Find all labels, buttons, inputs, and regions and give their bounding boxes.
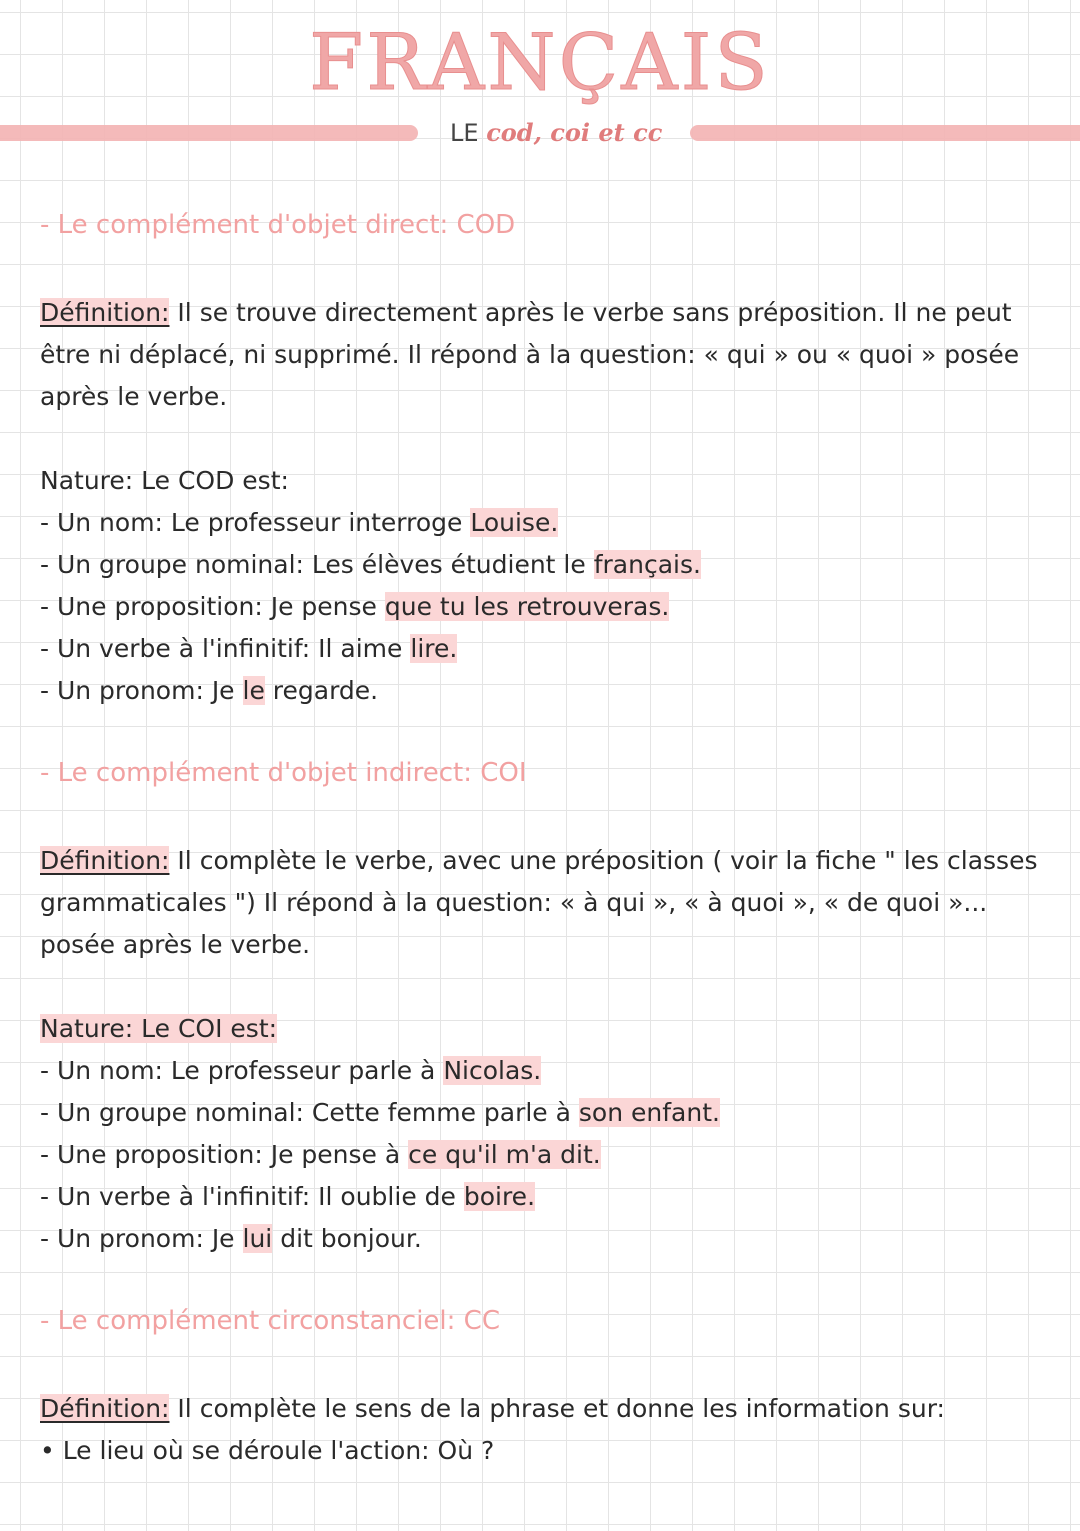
- list-item: - Un nom: Le professeur parle à Nicolas.: [40, 1056, 542, 1085]
- section-title-cod: - Le complément d'objet direct: COD: [40, 210, 516, 240]
- nature-label: Nature: Le COD est:: [40, 466, 289, 495]
- header-bar-right: [690, 125, 1080, 141]
- nature-label: Nature: Le COI est:: [40, 1014, 278, 1043]
- nature-coi: [40, 1008, 1040, 1050]
- page-title: FRANÇAIS: [309, 18, 771, 108]
- subtitle-prefix: LE: [450, 119, 479, 147]
- section-title-coi: - Le complément d'objet indirect: COI: [40, 758, 527, 788]
- definition-label: Définition:: [40, 1394, 170, 1423]
- definition-text: Il complète le verbe, avec une préposition ( voir la fiche " les classes grammaticales ") Il répond à la question: « à qui », « à quoi », « de quoi »... posée après le verbe.: [40, 846, 1038, 959]
- list-item: - Un verbe à l'infinitif: Il oublie de boire.: [40, 1182, 536, 1211]
- definition-label: Définition:: [40, 298, 170, 327]
- subtitle-main: cod, coi et cc: [486, 118, 663, 147]
- list-item: - Un pronom: Je lui dit bonjour.: [40, 1224, 422, 1253]
- definition-cod: [40, 292, 1040, 418]
- list-item: - Un groupe nominal: Les élèves étudient le français.: [40, 550, 701, 579]
- list-item: - Une proposition: Je pense à ce qu'il m'a dit.: [40, 1140, 601, 1169]
- bullet-cc: • Le lieu où se déroule l'action: Où ?: [40, 1436, 495, 1465]
- list-item: - Un verbe à l'infinitif: Il aime lire.: [40, 634, 458, 663]
- definition-label: Définition:: [40, 846, 170, 875]
- header-bar-left: [0, 125, 418, 141]
- section-title-cc: - Le complément circonstanciel: CC: [40, 1306, 500, 1336]
- definition-cc: [40, 1388, 1040, 1430]
- list-item: - Une proposition: Je pense que tu les retrouveras.: [40, 592, 670, 621]
- nature-cod: [40, 460, 1040, 502]
- list-item: - Un nom: Le professeur interroge Louise.: [40, 508, 559, 537]
- definition-text: Il se trouve directement après le verbe sans préposition. Il ne peut être ni déplacé, ni supprimé. Il répond à la question: « qui » ou « quoi » posée après le verbe.: [40, 298, 1020, 411]
- list-item: - Un groupe nominal: Cette femme parle à son enfant.: [40, 1098, 720, 1127]
- definition-text: Il complète le sens de la phrase et donne les information sur:: [169, 1394, 945, 1423]
- nature-list-coi: [40, 1050, 1040, 1260]
- page-subtitle: [450, 118, 662, 147]
- definition-coi: [40, 840, 1040, 966]
- list-item: - Un pronom: Je le regarde.: [40, 676, 379, 705]
- nature-list-cod: [40, 502, 1040, 712]
